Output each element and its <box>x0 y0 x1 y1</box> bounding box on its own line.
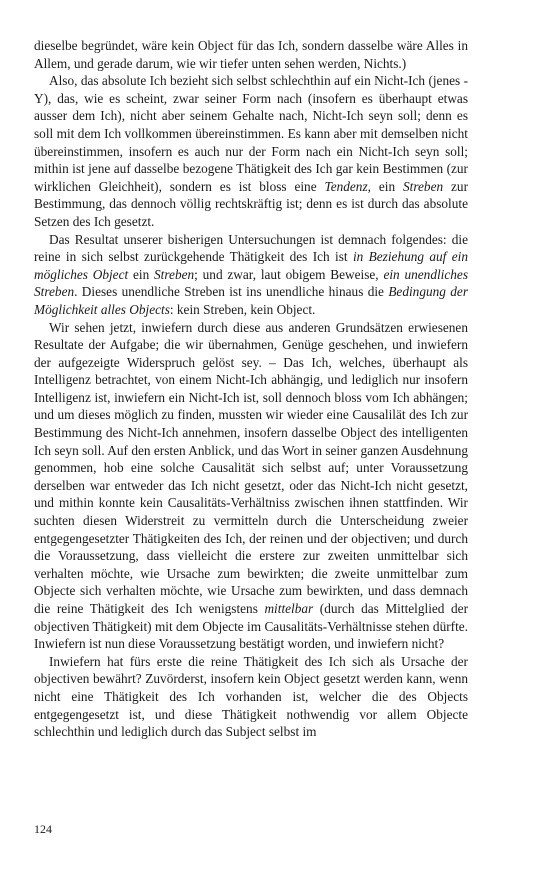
text-run: . Dieses unendliche Streben ist ins unendliche hinaus die <box>74 284 389 300</box>
emphasized-text: Streben <box>403 178 444 194</box>
page-number: 124 <box>34 822 52 836</box>
paragraph <box>34 319 468 653</box>
emphasized-text: ein unendliches Streben <box>34 266 468 300</box>
paragraph <box>34 37 468 72</box>
text-run: (durch das Mittelglied der objectiven Thätigkeit) mit dem Objecte im Causalitäts-Verhältnisse stehen dürfte. Inwiefern ist nun diese Voraussetzung bestätigt worden, und inwiefern nicht? <box>34 601 468 652</box>
text-run: Wir sehen jetzt, inwiefern durch diese aus anderen Grundsätzen erwiesenen Resultate der Aufgabe; die wir übernahmen, Genüge geschehen, und inwiefern der aufgezeigte Widerspruch gelöst sey. – Das Ich, welches, überhaupt als Intelligenz betrachtet, von einem Nicht-Ich abhängig, und lediglich nur insofern Intelligenz ist, inwiefern ein Nicht-Ich ist, soll dennoch bloss vom Ich abhängen; und um dieses möglich zu finden, mussten wir wieder eine Causalilät des Ich zur Bestimmung des Nicht-Ich annehmen, insofern dasselbe Object des intelligenten Ich seyn soll. Auf den ersten Anblick, und das Wort in seiner ganzen Ausdehnung genommen, hob eine solche Causalität sich selbst auf; unter Voraussetzung derselben war entweder das Ich nicht gesetzt, oder das Nicht-Ich nicht gesetzt, und mithin konnte kein Causalitäts-Verhältniss zwischen ihnen stattfinden. Wir suchten diesen Widerstreit zu vermitteln durch die Unterscheidung zweier entgegengesetzter Thätigkeiten des Ich, der reinen und der objectiven; und durch die Voraussetzung, dass vielleicht die erstere zur zweiten unmittelbar sich verhalten möchte, wie Ursache zum bewirkten; die zweite unmittelbar zum Objecte sich verhalten möchte, wie Ursache zum bewirkten, und dass demnach die reine Thätigkeit des Ich wenigstens <box>34 319 468 616</box>
text-run: : kein Streben, kein Object. <box>169 301 316 317</box>
emphasized-text: Streben <box>154 266 195 282</box>
text-run: dieselbe begründet, wäre kein Object für das Ich, sondern dasselbe wäre Alles in Allem, und gerade darum, wie wir tiefer unten sehen werden, Nichts.) <box>34 38 468 71</box>
emphasized-text: Tendenz <box>324 178 368 194</box>
text-run: Inwiefern hat fürs erste die reine Thätigkeit des Ich sich als Ursache der objectiven bewährt? Zuvörderst, insofern kein Object gesetzt werden kann, wenn nicht eine Thätigkeit des Ich vorhanden ist, welcher die des Objects entgegengesetzt ist, und diese Thätigkeit nothwendig vor allem Objecte schlechthin und lediglich durch das Subject selbst im <box>34 653 468 740</box>
text-run: , ein <box>367 178 403 194</box>
paragraph <box>34 231 468 319</box>
body-text <box>34 37 468 741</box>
emphasized-text: Bedingung der Möglichkeit alles Objects <box>34 284 468 317</box>
emphasized-text: mittelbar <box>264 601 314 616</box>
text-run: ein <box>128 266 155 282</box>
text-run: ; und zwar, laut obigem Beweise, <box>194 266 384 282</box>
paragraph <box>34 72 468 230</box>
text-run: Das Resultat unserer bisherigen Untersuchungen ist demnach folgendes: die reine in sich selbst zurückgehende Thätigkeit des Ich ist <box>34 231 468 265</box>
emphasized-text: in Beziehung auf ein mögliches Object <box>34 249 468 282</box>
text-run: zur Bestimmung, das dennoch völlig rechtskräftig ist; denn es ist durch das absolute Setzen des Ich gesetzt. <box>34 178 469 229</box>
paragraph <box>34 653 468 741</box>
text-run: Also, das absolute Ich bezieht sich selbst schlechthin auf ein Nicht-Ich (jenes -Y), das, wie es scheint, zwar seiner Form nach (insofern es überhaupt etwas ausser dem Ich), nicht aber seinem Gehalte nach, Nicht-Ich seyn soll; denn es soll mit dem Ich vollkommen übereinstimmen. Es kann aber mit demselben nicht übereinstimmen, insofern es auch nur der Form nach ein Nicht-Ich seyn soll; mithin ist jene auf dasselbe bezogene Thätigkeit des Ich gar kein Bestimmen (zur wirklichen Gleichheit), sondern es ist bloss eine <box>34 73 468 194</box>
